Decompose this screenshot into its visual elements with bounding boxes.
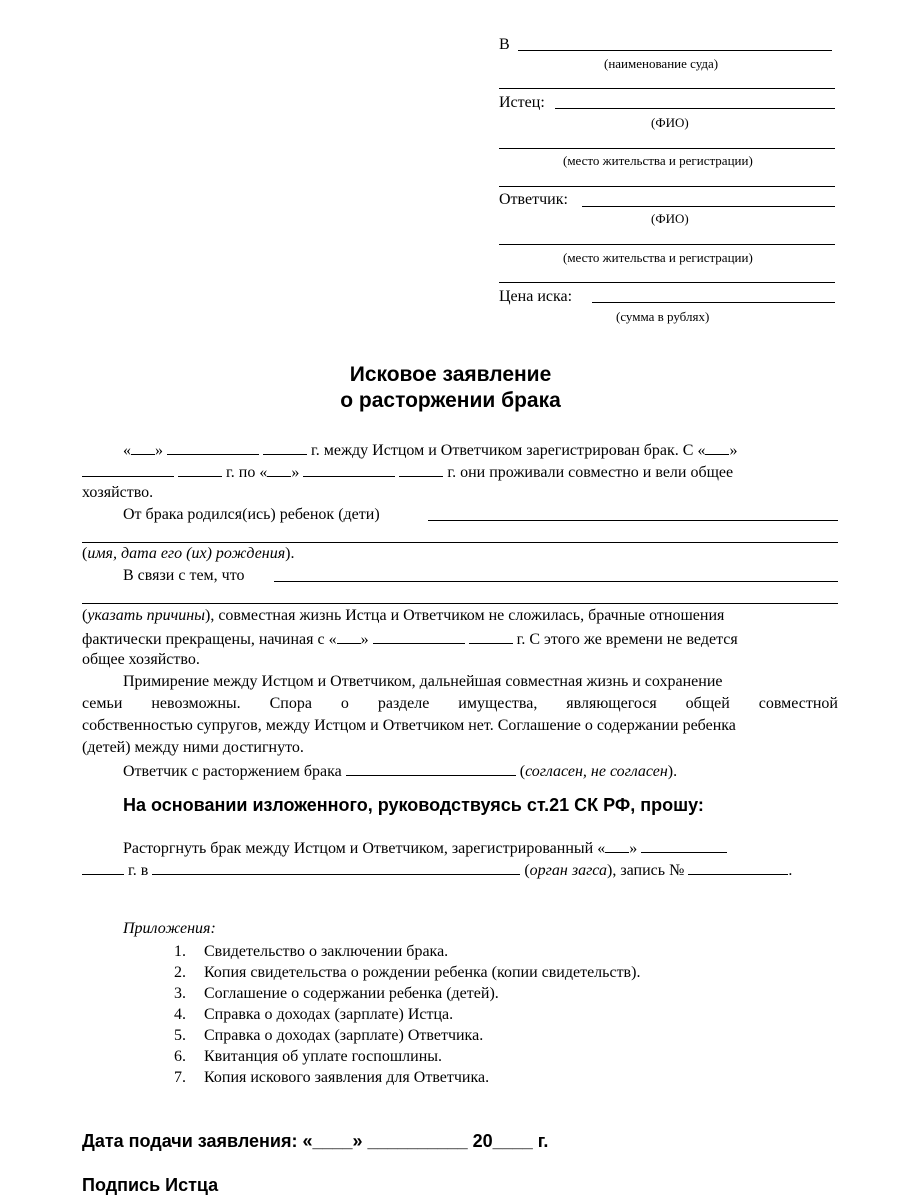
court-prefix: В (499, 36, 510, 53)
court-field-line2[interactable] (499, 88, 835, 89)
para3-line3 (82, 605, 838, 627)
registration-month-field[interactable] (641, 836, 727, 853)
para3-text: фактически прекращены, начиная с « (82, 631, 337, 648)
reason-field-line2[interactable] (82, 603, 838, 604)
plaintiff-address-caption: (место жительства и регистрации) (563, 153, 753, 168)
para5-text: Ответчик с расторжением брака (123, 763, 342, 780)
para1-line1 (123, 438, 838, 462)
separation-day-field[interactable] (337, 627, 361, 644)
quote-close: » (360, 631, 369, 648)
para2-line1 (123, 504, 879, 526)
reason-field[interactable] (274, 581, 838, 582)
document-subtitle: о расторжении брака (340, 389, 561, 412)
children-hint: имя, дата его (их) рождения (87, 545, 286, 562)
para3-line5: общее хозяйство. (82, 651, 200, 668)
para2-text: От брака родился(ись) ребенок (дети) (123, 506, 380, 523)
paren: ( (519, 763, 526, 780)
cohab-end-day-field[interactable] (267, 460, 291, 477)
plaintiff-address-field[interactable] (499, 148, 835, 149)
appendix-list (174, 941, 640, 1088)
filing-date: Дата подачи заявления: «____» __________ 20____ г. (82, 1131, 549, 1151)
plaintiff-address-field-line2[interactable] (499, 186, 835, 187)
quote-close: » (729, 442, 738, 459)
defendant-address-field[interactable] (499, 244, 835, 245)
para1-line3: хозяйство. (82, 484, 154, 501)
registration-day-field[interactable] (605, 836, 629, 853)
paren: ( (82, 607, 88, 624)
list-item: 4. Справка о доходах (зарплате) Истца. (174, 1006, 454, 1023)
cohab-end-year-field[interactable] (399, 460, 443, 477)
request-heading: На основании изложенного, руководствуясь ст.21 СК РФ, прошу: (123, 795, 704, 815)
consent-hint: согласен, не согласен (525, 763, 668, 780)
appendix-heading: Приложения: (123, 920, 216, 937)
cohab-start-day-field[interactable] (705, 438, 729, 455)
plaintiff-name-field[interactable] (555, 108, 835, 109)
quote-close: » (155, 442, 163, 459)
para4-line1: Примирение между Истцом и Ответчиком, дальнейшая совместная жизнь и сохранение (123, 673, 723, 690)
para4-line3: собственностью супругов, между Истцом и Ответчиком нет. Соглашение о содержании ребенка (82, 717, 736, 734)
list-item: 3. Соглашение о содержании ребенка (детей). (174, 985, 499, 1002)
defendant-address-caption: (место жительства и регистрации) (563, 250, 753, 265)
marriage-day-field[interactable] (131, 438, 155, 455)
registration-year-field[interactable] (82, 858, 124, 875)
registry-office-hint: орган загса (529, 862, 607, 879)
para1-line2 (82, 460, 838, 484)
request-text: Расторгнуть брак между Истцом и Ответчиком, зарегистрированный « (123, 840, 606, 857)
request-line2 (82, 858, 838, 882)
para5-line1 (123, 759, 838, 783)
paren: ( (524, 862, 530, 879)
paren: ). (667, 763, 678, 780)
plaintiff-signature: Подпись Истца (82, 1175, 219, 1195)
para4-line4: (детей) между ними достигнуто. (82, 739, 304, 756)
quote-close: » (291, 464, 300, 481)
para3-text: В связи с тем, что (123, 567, 245, 584)
para3-line1 (123, 565, 879, 587)
para4-line2: семьи невозможны. Спора о разделе имущества, являющегося общей совместной (82, 695, 838, 712)
cohab-start-month-field[interactable] (82, 460, 174, 477)
list-item: 5. Справка о доходах (зарплате) Ответчика. (174, 1027, 484, 1044)
document-title: Исковое заявление (349, 363, 552, 386)
quote-open: « (123, 442, 131, 459)
plaintiff-name-caption: (ФИО) (651, 115, 689, 130)
para1-text: г. между Истцом и Ответчиком зарегистрирован брак. С « (311, 442, 706, 459)
plaintiff-label: Истец: (499, 94, 545, 111)
reason-hint: указать причины (87, 607, 205, 624)
separation-month-field[interactable] (373, 627, 465, 644)
list-item: 6. Квитанция об уплате госпошлины. (174, 1048, 442, 1065)
record-number-field[interactable] (688, 858, 788, 875)
list-item: 7. Копия искового заявления для Ответчика. (174, 1069, 490, 1086)
court-field[interactable] (518, 50, 832, 51)
para2-line3 (82, 543, 838, 565)
list-item: 1. Свидетельство о заключении брака. (174, 943, 449, 960)
paren: ( (82, 545, 88, 562)
defendant-name-caption: (ФИО) (651, 211, 689, 226)
period: . (788, 862, 793, 879)
marriage-month-field[interactable] (167, 438, 259, 455)
list-item: 2. Копия свидетельства о рождении ребенка (копии свидетельств). (174, 964, 641, 981)
defendant-label: Ответчик: (499, 191, 568, 208)
price-field[interactable] (592, 302, 835, 303)
request-line1 (123, 836, 838, 860)
children-field[interactable] (428, 520, 838, 521)
registry-office-field[interactable] (152, 858, 520, 875)
defendant-name-field[interactable] (582, 206, 835, 207)
separation-year-field[interactable] (469, 627, 513, 644)
request-text: ), запись № (607, 862, 685, 879)
defendant-address-field-line2[interactable] (499, 282, 835, 283)
paren: ). (285, 545, 295, 562)
para3-text: ), совместная жизнь Истца и Ответчиком не сложилась, брачные отношения (205, 607, 725, 624)
marriage-year-field[interactable] (263, 438, 307, 455)
para3-text: г. С этого же времени не ведется (516, 631, 738, 648)
request-text: г. в (128, 862, 149, 879)
price-label: Цена иска: (499, 288, 573, 305)
defendant-consent-field[interactable] (346, 759, 516, 776)
court-caption: (наименование суда) (604, 56, 719, 71)
cohab-start-year-field[interactable] (178, 460, 222, 477)
para1-text: г. по « (226, 464, 268, 481)
para1-text: г. они проживали совместно и вели общее (447, 464, 734, 481)
price-caption: (сумма в рублях) (616, 309, 710, 324)
para3-line4 (82, 627, 838, 651)
quote-close: » (629, 840, 638, 857)
cohab-end-month-field[interactable] (303, 460, 395, 477)
